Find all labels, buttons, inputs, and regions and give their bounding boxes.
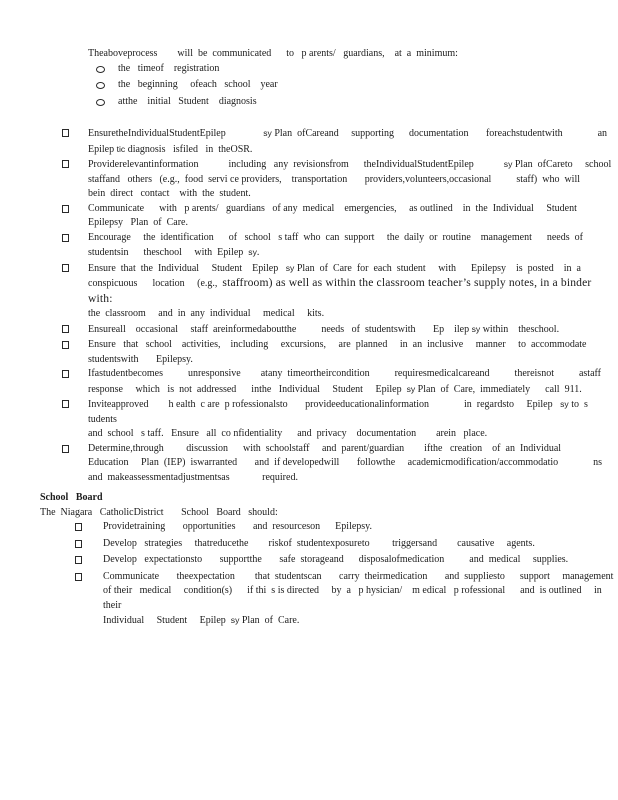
text-segment: Develop strategies thatreducethe riskof studentexposureto triggersand causative agents. xyxy=(103,537,535,549)
text-segment: Plan ofCareto school xyxy=(512,159,612,170)
alt-font-segment: tic xyxy=(116,143,126,154)
text-line xyxy=(103,613,618,629)
text-line xyxy=(88,322,618,338)
text-segment: Plan of Care, immediately call 911. xyxy=(415,383,582,395)
square-bullet-icon xyxy=(75,556,82,564)
text-segment: Encourage the identification of school s taff who can support the daily or routine management needs of xyxy=(88,231,583,243)
bullet-item xyxy=(75,520,618,537)
text-segment: EnsuretheIndividualStudentEpilep xyxy=(88,128,264,139)
square-bullet-icon xyxy=(62,129,69,137)
bullet-item xyxy=(62,202,618,231)
alt-font-segment: sy xyxy=(263,128,272,138)
text-segment: studentsin theschool with Epilep xyxy=(88,247,249,258)
text-line xyxy=(88,216,618,231)
text-segment: within theschool. xyxy=(480,323,560,335)
bullet-cell xyxy=(62,397,88,442)
text-segment: the beginning ofeach school year xyxy=(118,79,278,90)
school-board-bullet-list xyxy=(0,520,618,629)
text-segment: Ensure that the Individual Student Epilep xyxy=(88,262,286,274)
square-bullet-icon xyxy=(62,400,69,408)
bullet-item-text xyxy=(88,261,618,322)
text-segment: Providerelevantinformation including any revisionsfrom theIndividualStudentEpilep xyxy=(88,159,504,170)
text-line xyxy=(88,202,618,217)
bullet-cell xyxy=(96,62,118,79)
text-segment: response which is not addressed inthe Individual Student Epilep xyxy=(88,383,407,395)
bullet-item-text xyxy=(88,202,618,231)
text-line xyxy=(88,231,618,246)
text-line xyxy=(88,427,618,442)
bullet-cell xyxy=(62,322,88,339)
text-line xyxy=(88,157,618,173)
text-line xyxy=(103,570,618,585)
text-line xyxy=(88,276,618,307)
text-segment: Communicate theexpectation that studentscan carry theirmedication and suppliesto support management xyxy=(103,570,614,582)
text-segment: Plan of Care for each student with Epilepsy is posted in a xyxy=(294,262,581,274)
text-line xyxy=(88,307,618,322)
text-line xyxy=(88,142,618,158)
circle-bullet-icon xyxy=(96,66,105,73)
text-line xyxy=(88,338,618,353)
text-segment: Ensure that school activities, including excursions, are planned in an inclusive manner to accommodate xyxy=(88,339,587,350)
text-segment: Communicate with p arents/ guardians of any medical emergencies, as outlined in the Individual Student xyxy=(88,202,577,214)
bullet-item-text xyxy=(118,78,618,95)
text-line xyxy=(88,187,618,202)
text-line xyxy=(88,353,618,368)
square-bullet-icon xyxy=(62,341,69,349)
square-bullet-icon xyxy=(75,540,82,548)
bullet-item-text xyxy=(103,553,618,570)
text-segment: the timeof registration xyxy=(118,62,220,74)
circle-bullet-icon xyxy=(96,99,105,106)
bullet-cell xyxy=(62,442,88,486)
alt-font-segment: sy xyxy=(560,399,569,409)
square-bullet-icon xyxy=(62,325,69,333)
bullet-cell xyxy=(75,520,103,537)
text-line xyxy=(88,442,618,457)
text-segment: and school s taff. Ensure all co nfidentiality and privacy documentation arein place. xyxy=(88,428,488,439)
section-gap xyxy=(0,111,618,126)
text-line xyxy=(88,471,618,486)
bullet-item xyxy=(96,62,618,79)
bullet-cell xyxy=(62,367,88,397)
text-segment: Individual Student Epilep xyxy=(103,615,231,626)
bullet-cell xyxy=(96,78,118,95)
bullet-cell xyxy=(62,231,88,261)
bullet-item xyxy=(96,95,618,112)
text-segment: Inviteapproved h ealth c are p rofessionalsto provideeducationalinformation in regardsto Epilep xyxy=(88,399,561,410)
alt-font-segment: sy xyxy=(230,615,240,625)
alt-font-segment: sy xyxy=(248,247,257,257)
bullet-item-text xyxy=(88,231,618,261)
alt-font-segment: sy xyxy=(285,262,295,273)
square-bullet-icon xyxy=(62,205,69,213)
intro-paragraph: Theaboveprocess will be communicated to p arents/ guardians, at a minimum: xyxy=(88,48,458,59)
alt-font-segment: sy xyxy=(503,159,513,169)
bullet-item xyxy=(96,78,618,95)
text-segment: Plan ofCareand supporting documentation foreachstudentwith an xyxy=(271,128,608,139)
intro-bullet-list xyxy=(0,62,618,112)
text-line xyxy=(103,553,618,568)
bullet-item xyxy=(75,570,618,629)
text-line xyxy=(103,520,618,535)
text-segment: conspicuous location (e.g., xyxy=(88,278,223,289)
bullet-item xyxy=(62,157,618,202)
bullet-item xyxy=(75,553,618,570)
text-line xyxy=(103,584,618,613)
text-segment: of their medical condition(s) if thi s is directed by a p hysician/ m edical p rofessional and is outlined in their xyxy=(103,585,607,611)
text-segment: to s tudents xyxy=(88,399,591,425)
school-board-intro: The Niagara CatholicDistrict School Board should: xyxy=(40,506,278,518)
text-segment: Epilep xyxy=(88,143,117,155)
square-bullet-icon xyxy=(62,264,69,272)
text-line xyxy=(88,367,618,382)
bullet-cell xyxy=(62,338,88,367)
bullet-item-text xyxy=(118,62,618,79)
text-line xyxy=(88,245,618,261)
bullet-item xyxy=(62,338,618,367)
circle-bullet-icon xyxy=(96,82,105,89)
bullet-item xyxy=(62,322,618,339)
bullet-item-text xyxy=(103,537,618,554)
text-line xyxy=(103,537,618,552)
bullet-item-text xyxy=(88,367,618,397)
large-font-segment: staffroom) as well as within the classroom teacher’s supply notes, in a binder with: xyxy=(88,276,595,305)
bullet-cell xyxy=(96,95,118,112)
bullet-item xyxy=(62,367,618,397)
text-segment: and makeassessmentadjustmentsas required. xyxy=(88,471,298,483)
bullet-item xyxy=(62,261,618,322)
bullet-cell xyxy=(62,126,88,157)
school-board-heading: School Board xyxy=(40,492,103,503)
bullet-cell xyxy=(62,261,88,322)
text-segment: . xyxy=(256,247,260,258)
text-line xyxy=(88,397,618,427)
bullet-item-text xyxy=(88,157,618,202)
bullet-cell xyxy=(62,202,88,231)
bullet-item-text xyxy=(103,520,618,537)
text-line xyxy=(118,78,618,93)
text-segment: studentswith Epilepsy. xyxy=(88,353,193,365)
square-bullet-icon xyxy=(62,370,69,378)
bullet-cell xyxy=(75,537,103,554)
bullet-item xyxy=(75,537,618,554)
square-bullet-icon xyxy=(75,523,82,531)
bullet-cell xyxy=(62,157,88,202)
text-line xyxy=(88,382,618,398)
bullet-item-text xyxy=(88,126,618,157)
text-line xyxy=(88,173,618,188)
alt-font-segment: sy xyxy=(406,383,416,394)
text-segment: Epilepsy Plan of Care. xyxy=(88,217,188,228)
text-segment: Ensureall occasional staff areinformedaboutthe needs of studentswith Ep ilep xyxy=(88,323,472,335)
bullet-cell xyxy=(75,553,103,570)
bullet-item xyxy=(62,126,618,157)
bullet-item xyxy=(62,231,618,261)
alt-font-segment: sy xyxy=(471,323,481,334)
text-segment: Ifastudentbecomes unresponsive atany timeortheircondition requiresmedicalcareand thereisnot astaff xyxy=(88,368,601,379)
bullet-item-text xyxy=(103,570,618,629)
bullet-item xyxy=(62,397,618,442)
text-segment: Providetraining opportunities and resourceson Epilepsy. xyxy=(103,521,373,532)
bullet-item-text xyxy=(88,322,618,339)
text-line xyxy=(118,62,618,77)
text-segment: Plan of Care. xyxy=(239,615,300,626)
principal-bullet-list xyxy=(0,126,618,485)
bullet-cell xyxy=(75,570,103,629)
text-segment: the classroom and in any individual medical kits. xyxy=(88,308,325,319)
text-segment: diagnosis isfiled in theOSR. xyxy=(125,143,253,155)
text-segment: Education Plan (IEP) iswarranted and if developedwill followthe academicmodification/accommodatio ns xyxy=(88,457,603,468)
text-segment: Determine,through discussion with schoolstaff and parent/guardian ifthe creation of an Individual xyxy=(88,442,562,454)
bullet-item-text xyxy=(88,397,618,442)
bullet-item-text xyxy=(118,95,618,112)
text-segment: bein direct contact with the student. xyxy=(88,188,251,199)
text-segment: Develop expectationsto supportthe safe storageand disposalofmedication and medical supplies. xyxy=(103,554,569,565)
bullet-item-text xyxy=(88,442,618,486)
text-segment: staffand others (e.g., food servi ce providers, transportation providers,volunteers,occasional staff) who will xyxy=(88,173,581,185)
text-line xyxy=(118,95,618,110)
text-line xyxy=(88,456,618,471)
square-bullet-icon xyxy=(62,160,69,168)
square-bullet-icon xyxy=(62,445,69,453)
text-line xyxy=(88,261,618,277)
bullet-item-text xyxy=(88,338,618,367)
bullet-item xyxy=(62,442,618,486)
text-segment: atthe initial Student diagnosis xyxy=(118,95,257,107)
square-bullet-icon xyxy=(62,234,69,242)
square-bullet-icon xyxy=(75,573,82,581)
text-line xyxy=(88,126,618,142)
